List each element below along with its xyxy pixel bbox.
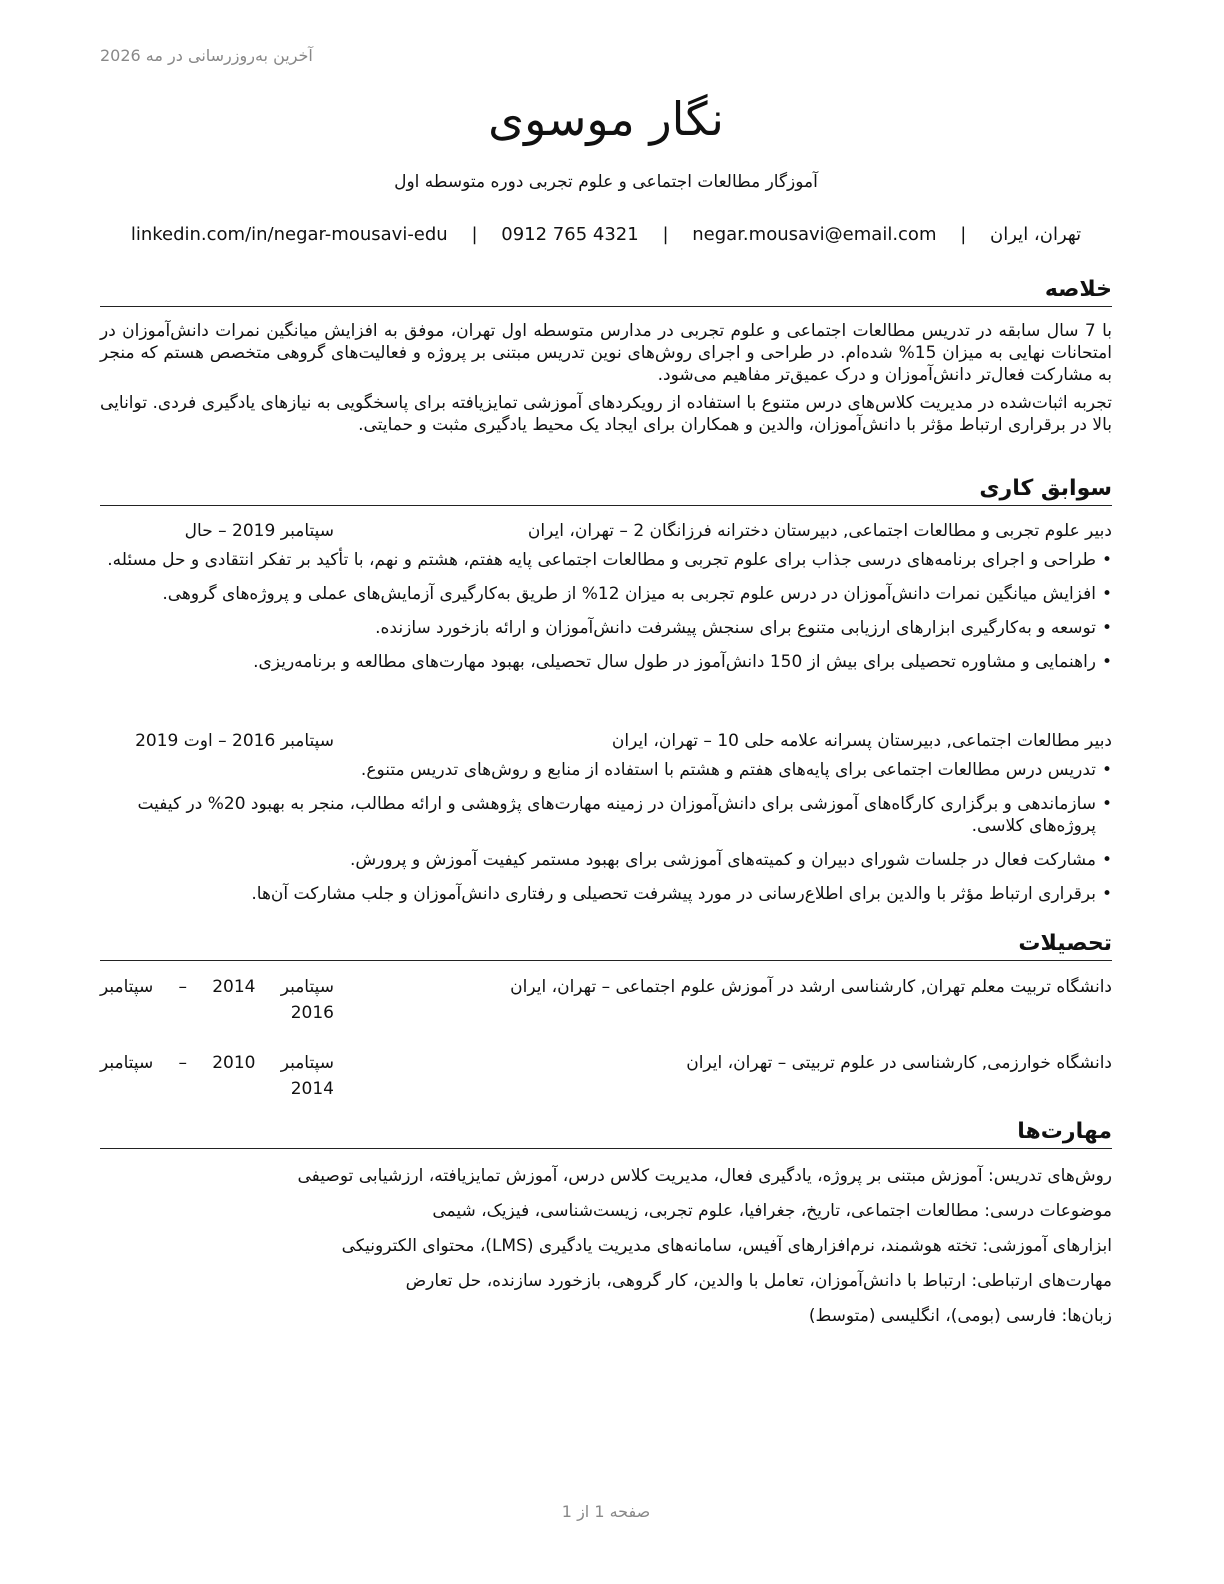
education-heading: تحصیلات [100, 930, 1112, 961]
skill-line: روش‌های تدریس: آموزش مبتنی بر پروژه، یادگیری فعال، مدیریت کلاس درس، آموزش تمایزیافته، ارزشیابی توصیفی [297, 1166, 1112, 1186]
job-bullets [100, 549, 1112, 673]
job-bullet: • سازماندهی و برگزاری کارگاه‌های آموزشی برای دانش‌آموزان در زمینه مهارت‌های پژوهشی و ارائه مطالب، منجر به بهبود 20% در کیفیت پروژه‌های کلاسی. [100, 793, 1112, 837]
education-end-year: 2014 [290, 1079, 334, 1099]
job-bullet: • راهنمایی و مشاوره تحصیلی برای بیش از 150 دانش‌آموز در طول سال تحصیلی، بهبود مهارت‌های مطالعه و برنامه‌ریزی. [100, 651, 1112, 673]
education-end-year: 2016 [290, 1003, 334, 1023]
contact-email[interactable]: negar.mousavi@email.com [692, 224, 937, 245]
summary-paragraph: با 7 سال سابقه در تدریس مطالعات اجتماعی و علوم تجربی در مدارس متوسطه اول تهران، موفق به افزایش میانگین نمرات دانش‌آموزان در امتحانات نهایی به میزان 15% شده‌ام. در طراحی و اجرای روش‌های نوین تدریس مبتنی بر پروژه و فعالیت‌های گروهی متخصص هستم که منجر به مشارکت فعال‌تر دانش‌آموزان و درک عمیق‌تر مفاهیم می‌شود. [100, 321, 1112, 385]
job-bullets [100, 759, 1112, 905]
education-start-month: سپتامبر [280, 1053, 334, 1073]
contact-separator: | [960, 224, 967, 245]
skill-line: مهارت‌های ارتباطی: ارتباط با دانش‌آموزان، تعامل با والدین، کار گروهی، بازخورد سازنده، حل تعارض [405, 1271, 1112, 1291]
summary-section [100, 320, 1112, 442]
job-bullet: • برقراری ارتباط مؤثر با والدین برای اطلاع‌رسانی در مورد پیشرفت تحصیلی و رفتاری دانش‌آموزان و جلب مشارکت آن‌ها. [100, 883, 1112, 905]
job-title: دبیر مطالعات اجتماعی, دبیرستان پسرانه علامه حلی 10 – تهران، ایران [611, 731, 1112, 751]
education-date-dash: – [178, 1053, 188, 1073]
skills-section [100, 1165, 1112, 1340]
contact-phone: 0912 765 4321 [501, 224, 639, 245]
job-entry [100, 519, 1112, 685]
experience-heading: سوابق کاری [100, 475, 1112, 506]
job-dates: سپتامبر 2019 – حال [184, 521, 334, 541]
education-date-dash: – [178, 977, 188, 997]
education-entry [100, 974, 1112, 1024]
job-entry [100, 729, 1112, 917]
job-bullet: • توسعه و به‌کارگیری ابزارهای ارزیابی متنوع برای سنجش پیشرفت دانش‌آموزان و ارائه بازخورد سازنده. [100, 617, 1112, 639]
summary-paragraph: تجربه اثبات‌شده در مدیریت کلاس‌های درس متنوع با استفاده از رویکردهای آموزشی تمایزیافته برای پاسخگویی به نیازهای یادگیری فردی. توانایی بالا در برقراری ارتباط مؤثر با دانش‌آموزان، والدین و همکاران برای ایجاد یک محیط یادگیری مثبت و حمایتی. [100, 393, 1112, 435]
candidate-subtitle: آموزگار مطالعات اجتماعی و علوم تجربی دوره متوسطه اول [394, 172, 818, 192]
contact-separator: | [471, 224, 478, 245]
education-end-month: سپتامبر [100, 1053, 154, 1073]
job-bullet: • طراحی و اجرای برنامه‌های درسی جذاب برای علوم تجربی و مطالعات اجتماعی پایه هفتم، هشتم و نهم، با تأکید بر تفکر انتقادی و حل مسئله. [100, 549, 1112, 571]
contact-line [100, 224, 1112, 245]
job-bullet: • مشارکت فعال در جلسات شورای دبیران و کمیته‌های آموزشی برای بهبود مستمر کیفیت آموزش و پرورش. [100, 849, 1112, 871]
job-dates: سپتامبر 2016 – اوت 2019 [135, 731, 334, 751]
skill-line: ابزارهای آموزشی: تخته هوشمند، نرم‌افزارهای آفیس، سامانه‌های مدیریت یادگیری (LMS)، محتوای الکترونیکی [341, 1236, 1112, 1256]
education-title: دانشگاه خوارزمی, کارشناسی در علوم تربیتی – تهران، ایران [686, 1053, 1112, 1073]
contact-separator: | [662, 224, 669, 245]
education-start-year: 2014 [212, 977, 256, 997]
skill-line: موضوعات درسی: مطالعات اجتماعی، تاریخ، جغرافیا، علوم تجربی، زیست‌شناسی، فیزیک، شیمی [432, 1201, 1112, 1221]
skill-line: زبان‌ها: فارسی (بومی)، انگلیسی (متوسط) [808, 1306, 1112, 1326]
education-start-year: 2010 [212, 1053, 256, 1073]
job-bullet: • افزایش میانگین نمرات دانش‌آموزان در درس علوم تجربی به میزان 12% از طریق به‌کارگیری آزمایش‌های عملی و پروژه‌های گروهی. [100, 583, 1112, 605]
candidate-name: نگار موسوی [488, 92, 724, 146]
contact-location: تهران، ایران [990, 224, 1082, 245]
education-title: دانشگاه تربیت معلم تهران, کارشناسی ارشد در آموزش علوم اجتماعی – تهران، ایران [510, 977, 1112, 997]
job-title: دبیر علوم تجربی و مطالعات اجتماعی, دبیرستان دخترانه فرزانگان 2 – تهران، ایران [527, 521, 1112, 541]
resume-page [100, 0, 1112, 1584]
contact-linkedin[interactable]: linkedin.com/in/negar-mousavi-edu [130, 224, 448, 245]
last-updated: آخرین به‌روزرسانی در مه 2026 [100, 46, 313, 65]
summary-heading: خلاصه [100, 276, 1112, 307]
education-start-month: سپتامبر [280, 977, 334, 997]
skills-heading: مهارت‌ها [100, 1118, 1112, 1149]
page-number: صفحه 1 از 1 [561, 1502, 651, 1521]
education-end-month: سپتامبر [100, 977, 154, 997]
job-bullet: • تدریس درس مطالعات اجتماعی برای پایه‌های هفتم و هشتم با استفاده از منابع و روش‌های تدریس متنوع. [100, 759, 1112, 781]
education-dates [100, 1050, 334, 1102]
education-entry [100, 1050, 1112, 1100]
education-dates [100, 974, 334, 1026]
